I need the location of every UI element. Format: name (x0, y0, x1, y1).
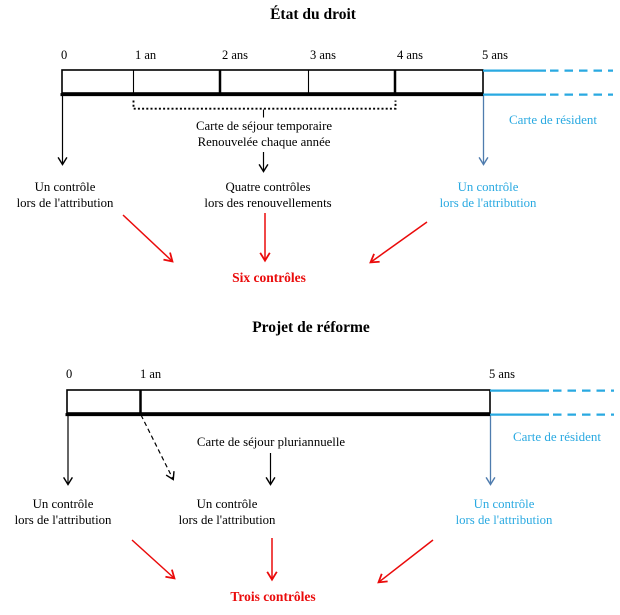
bottom-tick-0: 0 (66, 367, 73, 381)
bottom-tick-5ans: 5 ans (489, 367, 516, 381)
bottom-bar-outline (67, 390, 490, 413)
bottom-control-middle-line2: lors de l'attribution (178, 512, 276, 527)
bottom-control-right-line2: lors de l'attribution (455, 512, 553, 527)
top-control-right-line1: Un contrôle (457, 180, 519, 194)
top-resident-card-label: Carte de résident (508, 112, 598, 127)
bottom-timeline-bar (66, 390, 492, 415)
bottom-control-left-line2: lors de l'attribution (14, 512, 112, 527)
bottom-total-label: Trois contrôles (230, 589, 316, 604)
top-control-right-label (440, 180, 537, 211)
top-tick-3ans: 3 ans (310, 48, 337, 62)
top-resident-extension-lines (483, 71, 613, 95)
top-renewal-bracket (134, 101, 396, 118)
top-permit-label (196, 119, 332, 150)
top-tick-2ans: 2 ans (222, 48, 249, 62)
top-permit-label-line2: Renouvelée chaque année (197, 134, 331, 149)
dotted-bracket (134, 101, 396, 109)
top-control-middle-line1: Quatre contrôles (225, 180, 311, 194)
bottom-control-middle-label (179, 497, 276, 528)
bottom-red-arrow-left (132, 540, 174, 578)
bottom-permit-label-line1: Carte de séjour pluriannuelle (196, 435, 346, 449)
bottom-red-arrow-right (379, 540, 433, 582)
top-tick-4ans: 4 ans (397, 48, 424, 62)
top-tick-0: 0 (61, 48, 68, 62)
top-tick-1an: 1 an (135, 48, 157, 62)
bottom-control-middle-line1: Un contrôle (196, 497, 258, 511)
top-control-middle-line2: lors des renouvellements (204, 195, 332, 210)
bottom-control-left-line1: Un contrôle (32, 497, 94, 511)
bottom-control-left-label (15, 497, 112, 528)
top-permit-label-line1: Carte de séjour temporaire (195, 119, 333, 133)
top-red-arrow-right (371, 222, 427, 262)
top-control-left-line2: lors de l'attribution (16, 195, 114, 210)
bottom-tick-1an: 1 an (140, 367, 162, 381)
bottom-red-arrows (132, 538, 433, 582)
top-bar-outline (62, 70, 483, 93)
bottom-permit-label (197, 435, 345, 451)
bottom-resident-card-label: Carte de résident (512, 429, 602, 444)
bottom-control-right-label (456, 497, 553, 528)
top-red-arrows (123, 213, 427, 262)
top-tick-5ans: 5 ans (482, 48, 509, 62)
top-title: État du droit (270, 6, 356, 23)
top-red-arrow-left (123, 215, 172, 261)
top-control-middle-label (204, 180, 331, 211)
bottom-control-right-line1: Un contrôle (473, 497, 535, 511)
top-control-right-line2: lors de l'attribution (439, 195, 537, 210)
top-control-left-line1: Un contrôle (34, 180, 96, 194)
top-timeline-bar (61, 70, 485, 95)
top-total-label: Six contrôles (232, 270, 306, 285)
top-control-left-label (17, 180, 114, 211)
bottom-resident-extension-lines (490, 391, 614, 415)
bottom-diagonal-dashed-arrow (141, 415, 173, 479)
bottom-title: Projet de réforme (252, 319, 370, 336)
